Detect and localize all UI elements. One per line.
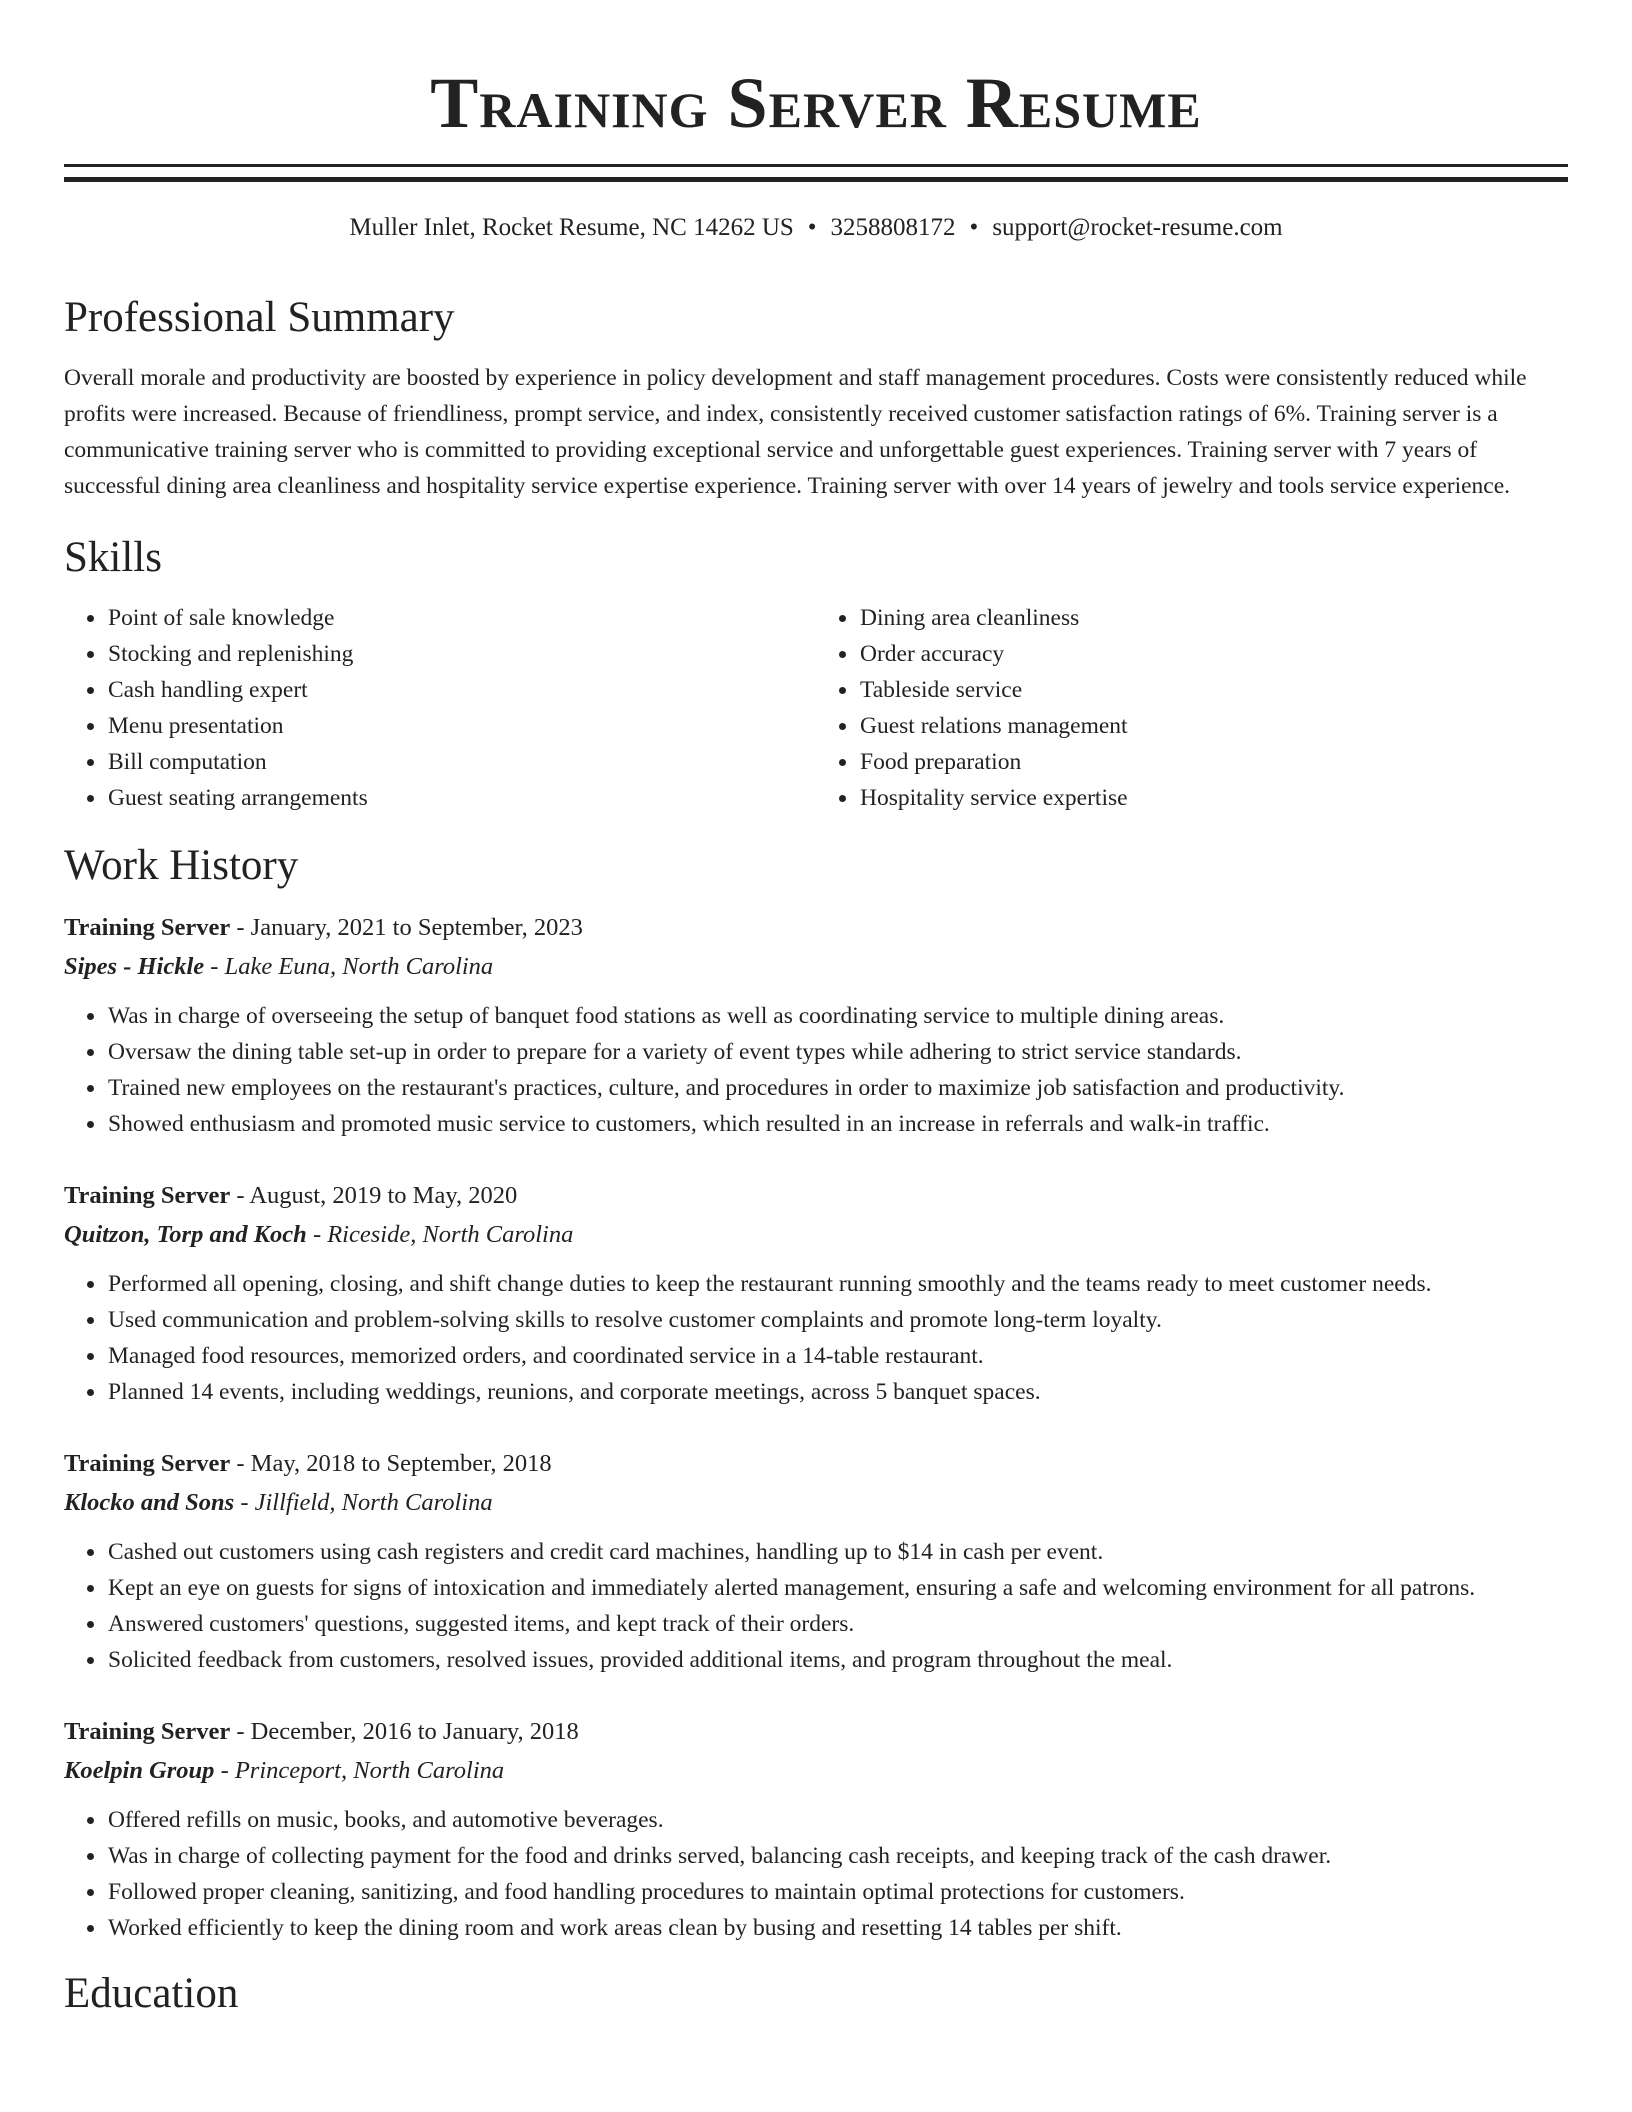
skills-columns xyxy=(64,600,1568,816)
skills-list-left xyxy=(64,600,816,816)
skill-item: • Menu presentation xyxy=(107,708,816,744)
job-duty: • Planned 14 events, including weddings, reunions, and corporate meetings, across 5 banquet spaces. xyxy=(107,1374,1568,1410)
job-entry xyxy=(64,1176,1568,1410)
job-duties xyxy=(64,1802,1568,1946)
job-duties xyxy=(64,1534,1568,1678)
education-heading: Education xyxy=(64,1970,239,2017)
job-entry xyxy=(64,1712,1568,1946)
resume-title: Training Server Resume xyxy=(430,63,1202,143)
skills-list-right xyxy=(816,600,1568,816)
skill-item: • Bill computation xyxy=(107,744,816,780)
contact-separator: • xyxy=(807,214,817,241)
job-company: Klocko and Sons xyxy=(64,1489,235,1516)
title-divider xyxy=(64,164,1568,182)
job-duty: • Was in charge of overseeing the setup of banquet food stations as well as coordinating service to multiple dining areas. xyxy=(107,998,1568,1034)
job-duty: • Solicited feedback from customers, resolved issues, provided additional items, and program throughout the meal. xyxy=(107,1642,1568,1678)
job-title: Training Server xyxy=(64,1450,231,1477)
job-duty: • Used communication and problem-solving skills to resolve customer complaints and promote long-term loyalty. xyxy=(107,1302,1568,1338)
job-title: Training Server xyxy=(64,1718,231,1745)
skill-item: • Food preparation xyxy=(859,744,1568,780)
job-dates: - August, 2019 to May, 2020 xyxy=(230,1182,518,1209)
job-duties xyxy=(64,1266,1568,1410)
job-title: Training Server xyxy=(64,914,231,941)
skill-item: • Point of sale knowledge xyxy=(107,600,816,636)
job-duty: • Offered refills on music, books, and automotive beverages. xyxy=(107,1802,1568,1838)
skills-section xyxy=(64,530,1568,816)
job-location: - Lake Euna, North Carolina xyxy=(204,953,494,980)
job-company-line xyxy=(64,1484,1568,1522)
job-duty: • Oversaw the dining table set-up in order to prepare for a variety of event types while adhering to strict service standards. xyxy=(107,1034,1568,1070)
contact-line xyxy=(64,210,1568,246)
job-duty: • Performed all opening, closing, and shift change duties to keep the restaurant running smoothly and the teams ready to meet customer needs. xyxy=(107,1266,1568,1302)
job-duty: • Showed enthusiasm and promoted music service to customers, which resulted in an increase in referrals and walk-in traffic. xyxy=(107,1106,1568,1142)
skill-item: • Stocking and replenishing xyxy=(107,636,816,672)
work-history-section xyxy=(64,838,1568,1946)
job-entry xyxy=(64,908,1568,1142)
job-entry xyxy=(64,1444,1568,1678)
work-history-heading: Work History xyxy=(64,842,299,889)
skills-heading: Skills xyxy=(64,534,162,581)
contact-separator: • xyxy=(969,214,979,241)
job-company-line xyxy=(64,1752,1568,1790)
job-duty: • Answered customers' questions, suggested items, and kept track of their orders. xyxy=(107,1606,1568,1642)
summary-text: Overall morale and productivity are boosted by experience in policy development and staff management procedures. Costs were consistently reduced while profits were increased. Because of friendliness, prompt service, and index, consistently received customer satisfaction ratings of 6%. Training server is a communicative training server who is committed to providing exceptional service and unforgettable guest experiences. Training server with 7 years of successful dining area cleanliness and hospitality service expertise experience. Training server with over 14 years of jewelry and tools service experience. xyxy=(64,365,1527,499)
job-location: - Jillfield, North Carolina xyxy=(234,1489,493,1516)
job-title-line xyxy=(64,1712,1568,1752)
job-title: Training Server xyxy=(64,1182,231,1209)
job-duty: • Trained new employees on the restaurant's practices, culture, and procedures in order to maximize job satisfaction and productivity. xyxy=(107,1070,1568,1106)
contact-email: support@rocket-resume.com xyxy=(992,214,1283,241)
skill-item: • Dining area cleanliness xyxy=(859,600,1568,636)
job-dates: - January, 2021 to September, 2023 xyxy=(230,914,583,941)
job-duties xyxy=(64,998,1568,1142)
skill-item: • Guest seating arrangements xyxy=(107,780,816,816)
summary-section xyxy=(64,290,1568,504)
skill-item: • Hospitality service expertise xyxy=(859,780,1568,816)
job-title-line xyxy=(64,1444,1568,1484)
job-duty: • Cashed out customers using cash registers and credit card machines, handling up to $14 in cash per event. xyxy=(107,1534,1568,1570)
job-company: Koelpin Group xyxy=(64,1757,215,1784)
job-location: - Riceside, North Carolina xyxy=(306,1221,574,1248)
job-company-line xyxy=(64,1216,1568,1254)
job-company: Sipes - Hickle xyxy=(64,953,205,980)
contact-address: Muller Inlet, Rocket Resume, NC 14262 US xyxy=(349,214,794,241)
job-duty: • Worked efficiently to keep the dining room and work areas clean by busing and resetting 14 tables per shift. xyxy=(107,1910,1568,1946)
job-company-line xyxy=(64,948,1568,986)
skill-item: • Order accuracy xyxy=(859,636,1568,672)
job-location: - Princeport, North Carolina xyxy=(214,1757,505,1784)
job-dates: - May, 2018 to September, 2018 xyxy=(230,1450,552,1477)
skill-item: • Cash handling expert xyxy=(107,672,816,708)
job-title-line xyxy=(64,1176,1568,1216)
education-section xyxy=(64,1966,1568,2022)
job-duty: • Managed food resources, memorized orders, and coordinated service in a 14-table restaurant. xyxy=(107,1338,1568,1374)
job-duty: • Kept an eye on guests for signs of intoxication and immediately alerted management, ensuring a safe and welcoming environment for all patrons. xyxy=(107,1570,1568,1606)
job-duty: • Was in charge of collecting payment for the food and drinks served, balancing cash receipts, and keeping track of the cash drawer. xyxy=(107,1838,1568,1874)
contact-phone: 3258808172 xyxy=(830,214,956,241)
skill-item: • Tableside service xyxy=(859,672,1568,708)
skill-item: • Guest relations management xyxy=(859,708,1568,744)
summary-heading: Professional Summary xyxy=(64,294,455,341)
job-duty: • Followed proper cleaning, sanitizing, and food handling procedures to maintain optimal protections for customers. xyxy=(107,1874,1568,1910)
job-title-line xyxy=(64,908,1568,948)
job-dates: - December, 2016 to January, 2018 xyxy=(230,1718,579,1745)
job-company: Quitzon, Torp and Koch xyxy=(64,1221,307,1248)
